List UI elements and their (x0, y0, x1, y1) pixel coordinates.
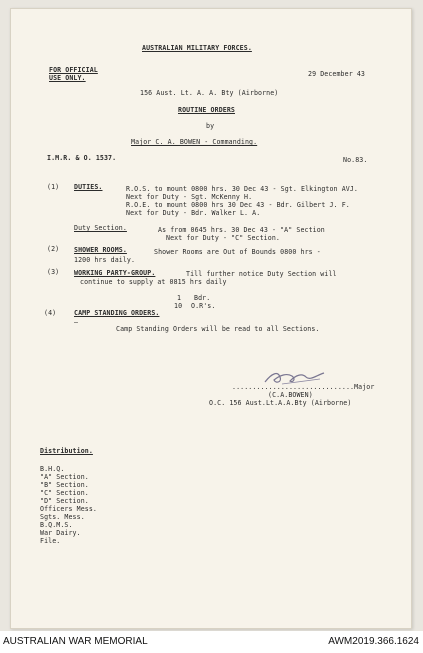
duty-section-line-2: Next for Duty - "C" Section. (166, 234, 280, 242)
item-1-line-3: R.O.E. to mount 0800 hrs 30 Dec 43 - Bdr. Gilbert J. F. (126, 201, 350, 209)
item-3-line-2: continue to supply at 0815 hrs daily (80, 278, 227, 286)
document-title: ROUTINE ORDERS (178, 106, 235, 114)
item-2-line-1: Shower Rooms are Out of Bounds 0800 hrs - (154, 248, 321, 256)
commander-line: Major C. A. BOWEN - Commanding. (131, 138, 258, 146)
distribution-item-9: War Dairy. (40, 529, 81, 537)
item-1-heading: DUTIES. (74, 183, 103, 191)
item-2-number: (2) (47, 245, 60, 253)
distribution-item-1: B.H.Q. (40, 465, 65, 473)
item-2-line-2: 1200 hrs daily. (74, 256, 136, 264)
distribution-item-3: "B" Section. (40, 481, 89, 489)
archive-footer (0, 631, 423, 653)
footer-institution: AUSTRALIAN WAR MEMORIAL (3, 636, 148, 647)
classification-line-1: FOR OFFICIAL (49, 66, 98, 74)
signature-name: (C.A.BOWEN) (268, 391, 313, 399)
item-1-line-1: R.O.S. to mount 0800 hrs. 30 Dec 43 - Sgt. Elkington AVJ. (126, 185, 358, 193)
order-number: No.83. (343, 156, 368, 164)
distribution-item-7: Sgts. Mess. (40, 513, 85, 521)
distribution-item-5: "D" Section. (40, 497, 89, 505)
signature-dots-rank: ..............................Major (232, 383, 375, 391)
document-heading: AUSTRALIAN MILITARY FORCES. (142, 44, 252, 52)
distribution-heading: Distribution. (40, 447, 93, 455)
document-date: 29 December 43 (308, 70, 365, 78)
item-2-heading: SHOWER ROOMS. (74, 246, 127, 254)
item-1-line-2: Next for Duty - Sgt. McKenny H. (126, 193, 253, 201)
distribution-item-8: B.Q.M.S. (40, 521, 73, 529)
distribution-item-10: File. (40, 537, 61, 545)
signature-appointment: O.C. 156 Aust.Lt.A.A.Bty (Airborne) (209, 399, 352, 407)
count-1-qty: 1 (177, 294, 182, 302)
unit-line: 156 Aust. Lt. A. A. Bty (Airborne) (140, 89, 279, 97)
item-4-heading: CAMP STANDING ORDERS. (74, 309, 160, 317)
distribution-item-4: "C" Section. (40, 489, 89, 497)
count-1-rank: Bdr. (194, 294, 211, 302)
by-line: by (206, 122, 215, 130)
item-4-dash: — (74, 318, 79, 326)
item-1-number: (1) (47, 183, 60, 191)
count-2-rank: O.R's. (191, 302, 216, 310)
item-4-number: (4) (44, 309, 57, 317)
duty-section-heading: Duty Section. (74, 224, 127, 232)
item-1-line-4: Next for Duty - Bdr. Walker L. A. (126, 209, 261, 217)
item-3-line-1: Till further notice Duty Section will (186, 270, 337, 278)
item-3-heading: WORKING PARTY-GROUP. (74, 269, 156, 277)
item-3-number: (3) (47, 268, 60, 276)
duty-section-line-1: As from 0645 hrs. 30 Dec 43 - "A" Section (158, 226, 325, 234)
distribution-item-2: "A" Section. (40, 473, 89, 481)
classification-line-2: USE ONLY. (49, 74, 86, 82)
distribution-item-6: Officers Mess. (40, 505, 97, 513)
item-4-line-1: Camp Standing Orders will be read to all Sections. (116, 325, 320, 333)
footer-accession-number: AWM2019.366.1624 (328, 636, 419, 647)
ref-line: I.M.R. & O. 1537. (47, 154, 117, 162)
count-2-qty: 10 (174, 302, 183, 310)
